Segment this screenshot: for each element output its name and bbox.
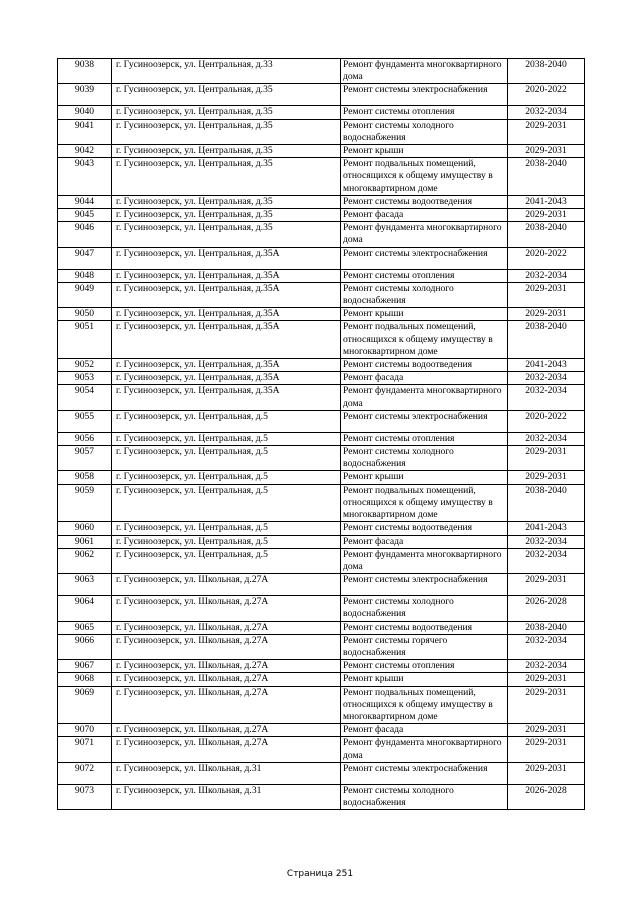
row-number-cell: 9055: [58, 410, 112, 432]
repair-schedule-table: [57, 58, 585, 810]
work-type-cell: Ремонт системы отопления: [341, 660, 508, 673]
period-cell: 2020-2022: [508, 84, 585, 106]
period-cell: 2041-2043: [508, 359, 585, 372]
address-cell: г. Гусиноозерск, ул. Центральная, д.35А: [112, 372, 341, 385]
table-row: [58, 247, 585, 269]
table-row: [58, 784, 585, 809]
period-cell: 2029-2031: [508, 724, 585, 737]
table-row: [58, 195, 585, 208]
address-cell: г. Гусиноозерск, ул. Центральная, д.35А: [112, 308, 341, 321]
address-cell: г. Гусиноозерск, ул. Центральная, д.35А: [112, 321, 341, 359]
table-row: [58, 724, 585, 737]
period-cell: 2029-2031: [508, 673, 585, 686]
period-cell: 2032-2034: [508, 372, 585, 385]
work-type-cell: Ремонт крыши: [341, 308, 508, 321]
work-type-cell: Ремонт фасада: [341, 209, 508, 222]
row-number-cell: 9039: [58, 84, 112, 106]
row-number-cell: 9061: [58, 535, 112, 548]
work-type-cell: Ремонт подвальных помещений, относящихся к общему имуществу в многоквартирном доме: [341, 321, 508, 359]
work-type-cell: Ремонт системы электроснабжения: [341, 84, 508, 106]
address-cell: г. Гусиноозерск, ул. Центральная, д.35А: [112, 385, 341, 410]
address-cell: г. Гусиноозерск, ул. Центральная, д.35: [112, 158, 341, 196]
table-row: [58, 321, 585, 359]
table-row: [58, 308, 585, 321]
row-number-cell: 9041: [58, 119, 112, 144]
work-type-cell: Ремонт подвальных помещений, относящихся к общему имуществу в многоквартирном доме: [341, 686, 508, 724]
work-type-cell: Ремонт фасада: [341, 372, 508, 385]
table-row: [58, 385, 585, 410]
work-type-cell: Ремонт подвальных помещений, относящихся к общему имуществу в многоквартирном доме: [341, 158, 508, 196]
table-row: [58, 106, 585, 119]
period-cell: 2029-2031: [508, 145, 585, 158]
work-type-cell: Ремонт фундамента многоквартирного дома: [341, 737, 508, 762]
table-row: [58, 660, 585, 673]
address-cell: г. Гусиноозерск, ул. Школьная, д.27А: [112, 737, 341, 762]
row-number-cell: 9070: [58, 724, 112, 737]
work-type-cell: Ремонт фасада: [341, 724, 508, 737]
row-number-cell: 9066: [58, 634, 112, 659]
table-row: [58, 119, 585, 144]
work-type-cell: Ремонт системы водоотведения: [341, 621, 508, 634]
period-cell: 2041-2043: [508, 522, 585, 535]
row-number-cell: 9050: [58, 308, 112, 321]
table-row: [58, 686, 585, 724]
address-cell: г. Гусиноозерск, ул. Центральная, д.5: [112, 522, 341, 535]
row-number-cell: 9065: [58, 621, 112, 634]
address-cell: г. Гусиноозерск, ул. Центральная, д.35А: [112, 247, 341, 269]
row-number-cell: 9042: [58, 145, 112, 158]
work-type-cell: Ремонт фундамента многоквартирного дома: [341, 59, 508, 84]
row-number-cell: 9062: [58, 548, 112, 573]
row-number-cell: 9064: [58, 596, 112, 621]
work-type-cell: Ремонт крыши: [341, 471, 508, 484]
work-type-cell: Ремонт системы отопления: [341, 432, 508, 445]
address-cell: г. Гусиноозерск, ул. Центральная, д.5: [112, 432, 341, 445]
row-number-cell: 9048: [58, 269, 112, 282]
table-row: [58, 158, 585, 196]
address-cell: г. Гусиноозерск, ул. Центральная, д.35: [112, 119, 341, 144]
period-cell: 2038-2040: [508, 321, 585, 359]
work-type-cell: Ремонт системы электроснабжения: [341, 762, 508, 784]
table-row: [58, 84, 585, 106]
period-cell: 2029-2031: [508, 762, 585, 784]
period-cell: 2032-2034: [508, 385, 585, 410]
row-number-cell: 9071: [58, 737, 112, 762]
period-cell: 2029-2031: [508, 446, 585, 471]
row-number-cell: 9038: [58, 59, 112, 84]
row-number-cell: 9051: [58, 321, 112, 359]
work-type-cell: Ремонт фундамента многоквартирного дома: [341, 385, 508, 410]
address-cell: г. Гусиноозерск, ул. Школьная, д.31: [112, 762, 341, 784]
row-number-cell: 9067: [58, 660, 112, 673]
address-cell: г. Гусиноозерск, ул. Школьная, д.27А: [112, 724, 341, 737]
address-cell: г. Гусиноозерск, ул. Центральная, д.35А: [112, 269, 341, 282]
table-row: [58, 548, 585, 573]
work-type-cell: Ремонт фундамента многоквартирного дома: [341, 222, 508, 247]
period-cell: 2026-2028: [508, 784, 585, 809]
period-cell: 2029-2031: [508, 574, 585, 596]
address-cell: г. Гусиноозерск, ул. Центральная, д.5: [112, 471, 341, 484]
address-cell: г. Гусиноозерск, ул. Центральная, д.5: [112, 535, 341, 548]
table-row: [58, 737, 585, 762]
period-cell: 2029-2031: [508, 209, 585, 222]
row-number-cell: 9046: [58, 222, 112, 247]
table-row: [58, 673, 585, 686]
period-cell: 2032-2034: [508, 535, 585, 548]
row-number-cell: 9057: [58, 446, 112, 471]
address-cell: г. Гусиноозерск, ул. Центральная, д.35: [112, 209, 341, 222]
address-cell: г. Гусиноозерск, ул. Центральная, д.35А: [112, 282, 341, 307]
work-type-cell: Ремонт системы электроснабжения: [341, 247, 508, 269]
address-cell: г. Гусиноозерск, ул. Центральная, д.5: [112, 410, 341, 432]
row-number-cell: 9054: [58, 385, 112, 410]
address-cell: г. Гусиноозерск, ул. Центральная, д.5: [112, 484, 341, 522]
work-type-cell: Ремонт фундамента многоквартирного дома: [341, 548, 508, 573]
table-row: [58, 471, 585, 484]
address-cell: г. Гусиноозерск, ул. Центральная, д.35А: [112, 359, 341, 372]
table-row: [58, 145, 585, 158]
row-number-cell: 9052: [58, 359, 112, 372]
period-cell: 2032-2034: [508, 106, 585, 119]
row-number-cell: 9043: [58, 158, 112, 196]
address-cell: г. Гусиноозерск, ул. Центральная, д.5: [112, 446, 341, 471]
period-cell: 2041-2043: [508, 195, 585, 208]
row-number-cell: 9049: [58, 282, 112, 307]
row-number-cell: 9044: [58, 195, 112, 208]
table-row: [58, 574, 585, 596]
table-row: [58, 446, 585, 471]
table-row: [58, 621, 585, 634]
address-cell: г. Гусиноозерск, ул. Школьная, д.31: [112, 784, 341, 809]
work-type-cell: Ремонт системы водоотведения: [341, 359, 508, 372]
work-type-cell: Ремонт системы холодного водоснабжения: [341, 119, 508, 144]
table-row: [58, 59, 585, 84]
work-type-cell: Ремонт фасада: [341, 535, 508, 548]
period-cell: 2032-2034: [508, 634, 585, 659]
work-type-cell: Ремонт крыши: [341, 145, 508, 158]
address-cell: г. Гусиноозерск, ул. Центральная, д.35: [112, 106, 341, 119]
work-type-cell: Ремонт системы холодного водоснабжения: [341, 282, 508, 307]
address-cell: г. Гусиноозерск, ул. Школьная, д.27А: [112, 634, 341, 659]
address-cell: г. Гусиноозерск, ул. Школьная, д.27А: [112, 596, 341, 621]
period-cell: 2029-2031: [508, 471, 585, 484]
work-type-cell: Ремонт крыши: [341, 673, 508, 686]
period-cell: 2029-2031: [508, 686, 585, 724]
table-row: [58, 762, 585, 784]
work-type-cell: Ремонт системы холодного водоснабжения: [341, 596, 508, 621]
row-number-cell: 9060: [58, 522, 112, 535]
row-number-cell: 9053: [58, 372, 112, 385]
row-number-cell: 9047: [58, 247, 112, 269]
row-number-cell: 9063: [58, 574, 112, 596]
address-cell: г. Гусиноозерск, ул. Центральная, д.5: [112, 548, 341, 573]
period-cell: 2029-2031: [508, 737, 585, 762]
period-cell: 2026-2028: [508, 596, 585, 621]
period-cell: 2038-2040: [508, 222, 585, 247]
row-number-cell: 9045: [58, 209, 112, 222]
address-cell: г. Гусиноозерск, ул. Школьная, д.27А: [112, 621, 341, 634]
address-cell: г. Гусиноозерск, ул. Школьная, д.27А: [112, 660, 341, 673]
work-type-cell: Ремонт системы электроснабжения: [341, 574, 508, 596]
table-row: [58, 282, 585, 307]
period-cell: 2038-2040: [508, 59, 585, 84]
address-cell: г. Гусиноозерск, ул. Школьная, д.27А: [112, 686, 341, 724]
period-cell: 2038-2040: [508, 621, 585, 634]
period-cell: 2032-2034: [508, 660, 585, 673]
row-number-cell: 9072: [58, 762, 112, 784]
work-type-cell: Ремонт системы холодного водоснабжения: [341, 446, 508, 471]
row-number-cell: 9040: [58, 106, 112, 119]
period-cell: 2020-2022: [508, 247, 585, 269]
table-row: [58, 372, 585, 385]
row-number-cell: 9068: [58, 673, 112, 686]
table-row: [58, 535, 585, 548]
period-cell: 2029-2031: [508, 308, 585, 321]
work-type-cell: Ремонт системы отопления: [341, 106, 508, 119]
table-row: [58, 484, 585, 522]
work-type-cell: Ремонт системы водоотведения: [341, 522, 508, 535]
address-cell: г. Гусиноозерск, ул. Школьная, д.27А: [112, 574, 341, 596]
period-cell: 2029-2031: [508, 282, 585, 307]
work-type-cell: Ремонт системы горячего водоснабжения: [341, 634, 508, 659]
page-number: Страница 251: [286, 869, 354, 879]
period-cell: 2032-2034: [508, 548, 585, 573]
row-number-cell: 9059: [58, 484, 112, 522]
address-cell: г. Гусиноозерск, ул. Школьная, д.27А: [112, 673, 341, 686]
table-row: [58, 209, 585, 222]
table-row: [58, 222, 585, 247]
work-type-cell: Ремонт системы холодного водоснабжения: [341, 784, 508, 809]
table-row: [58, 522, 585, 535]
period-cell: 2029-2031: [508, 119, 585, 144]
address-cell: г. Гусиноозерск, ул. Центральная, д.35: [112, 84, 341, 106]
table-row: [58, 432, 585, 445]
row-number-cell: 9058: [58, 471, 112, 484]
address-cell: г. Гусиноозерск, ул. Центральная, д.35: [112, 145, 341, 158]
work-type-cell: Ремонт подвальных помещений, относящихся к общему имуществу в многоквартирном доме: [341, 484, 508, 522]
address-cell: г. Гусиноозерск, ул. Центральная, д.35: [112, 195, 341, 208]
period-cell: 2038-2040: [508, 158, 585, 196]
period-cell: 2032-2034: [508, 269, 585, 282]
period-cell: 2020-2022: [508, 410, 585, 432]
address-cell: г. Гусиноозерск, ул. Центральная, д.35: [112, 222, 341, 247]
table-row: [58, 359, 585, 372]
table-row: [58, 634, 585, 659]
table-row: [58, 596, 585, 621]
table-body: [58, 59, 585, 810]
row-number-cell: 9073: [58, 784, 112, 809]
period-cell: 2038-2040: [508, 484, 585, 522]
row-number-cell: 9069: [58, 686, 112, 724]
address-cell: г. Гусиноозерск, ул. Центральная, д.33: [112, 59, 341, 84]
work-type-cell: Ремонт системы электроснабжения: [341, 410, 508, 432]
table-row: [58, 269, 585, 282]
work-type-cell: Ремонт системы водоотведения: [341, 195, 508, 208]
period-cell: 2032-2034: [508, 432, 585, 445]
table-row: [58, 410, 585, 432]
work-type-cell: Ремонт системы отопления: [341, 269, 508, 282]
row-number-cell: 9056: [58, 432, 112, 445]
